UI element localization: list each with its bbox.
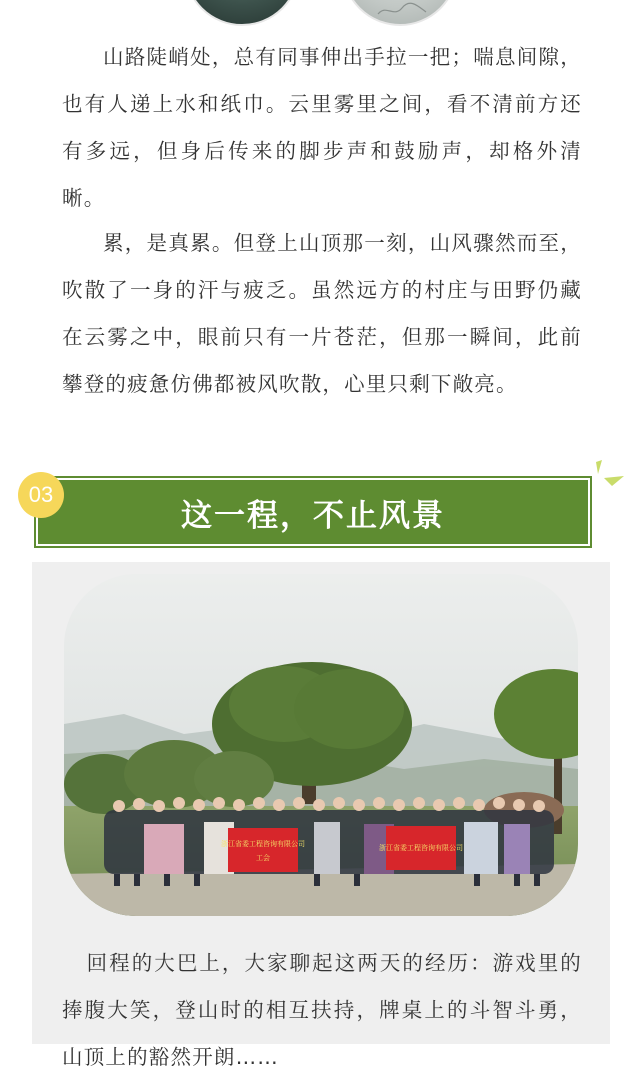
banner-right-text: 浙江省委工程咨询有限公司 xyxy=(379,844,463,852)
paragraph-text: 回程的大巴上，大家聊起这两天的经历：游戏里的捧腹大笑，登山时的相互扶持，牌桌上的斗智斗勇，山顶上的豁然开朗…… xyxy=(62,951,582,1069)
banner-left-text: 浙江省委工程咨询有限公司 xyxy=(221,840,305,848)
decorative-marks-icon xyxy=(590,458,630,490)
section-bar xyxy=(36,478,590,546)
section-title: 这一程，不止风景 xyxy=(181,497,445,534)
paragraph-mountain-path xyxy=(62,34,582,222)
scribble-icon xyxy=(374,0,430,20)
paragraph-return-trip xyxy=(62,940,582,1081)
banner-left xyxy=(228,828,298,872)
banner-left-sub: 工会 xyxy=(256,854,270,862)
section-header xyxy=(16,460,626,552)
group-photo-illustration xyxy=(64,574,578,916)
paragraph-text: 山路陡峭处，总有同事伸出手拉一把；喘息间隙，也有人递上水和纸巾。云里雾里之间，看不清前方还有多远，但身后传来的脚步声和鼓励声，却格外清晰。 xyxy=(62,45,582,210)
group-photo xyxy=(64,574,578,916)
paragraph-summit xyxy=(62,220,582,408)
section-number-badge: 03 xyxy=(18,472,64,518)
paragraph-text: 累，是真累。但登上山顶那一刻，山风骤然而至，吹散了一身的汗与疲乏。虽然远方的村庄与田野仍藏在云雾之中，眼前只有一片苍茫，但那一瞬间，此前攀登的疲惫仿佛都被风吹散，心里只剩下敞亮。 xyxy=(62,231,582,396)
circular-photo-left xyxy=(184,0,300,26)
circular-photo-right xyxy=(342,0,458,26)
top-photo-strip xyxy=(0,0,640,26)
